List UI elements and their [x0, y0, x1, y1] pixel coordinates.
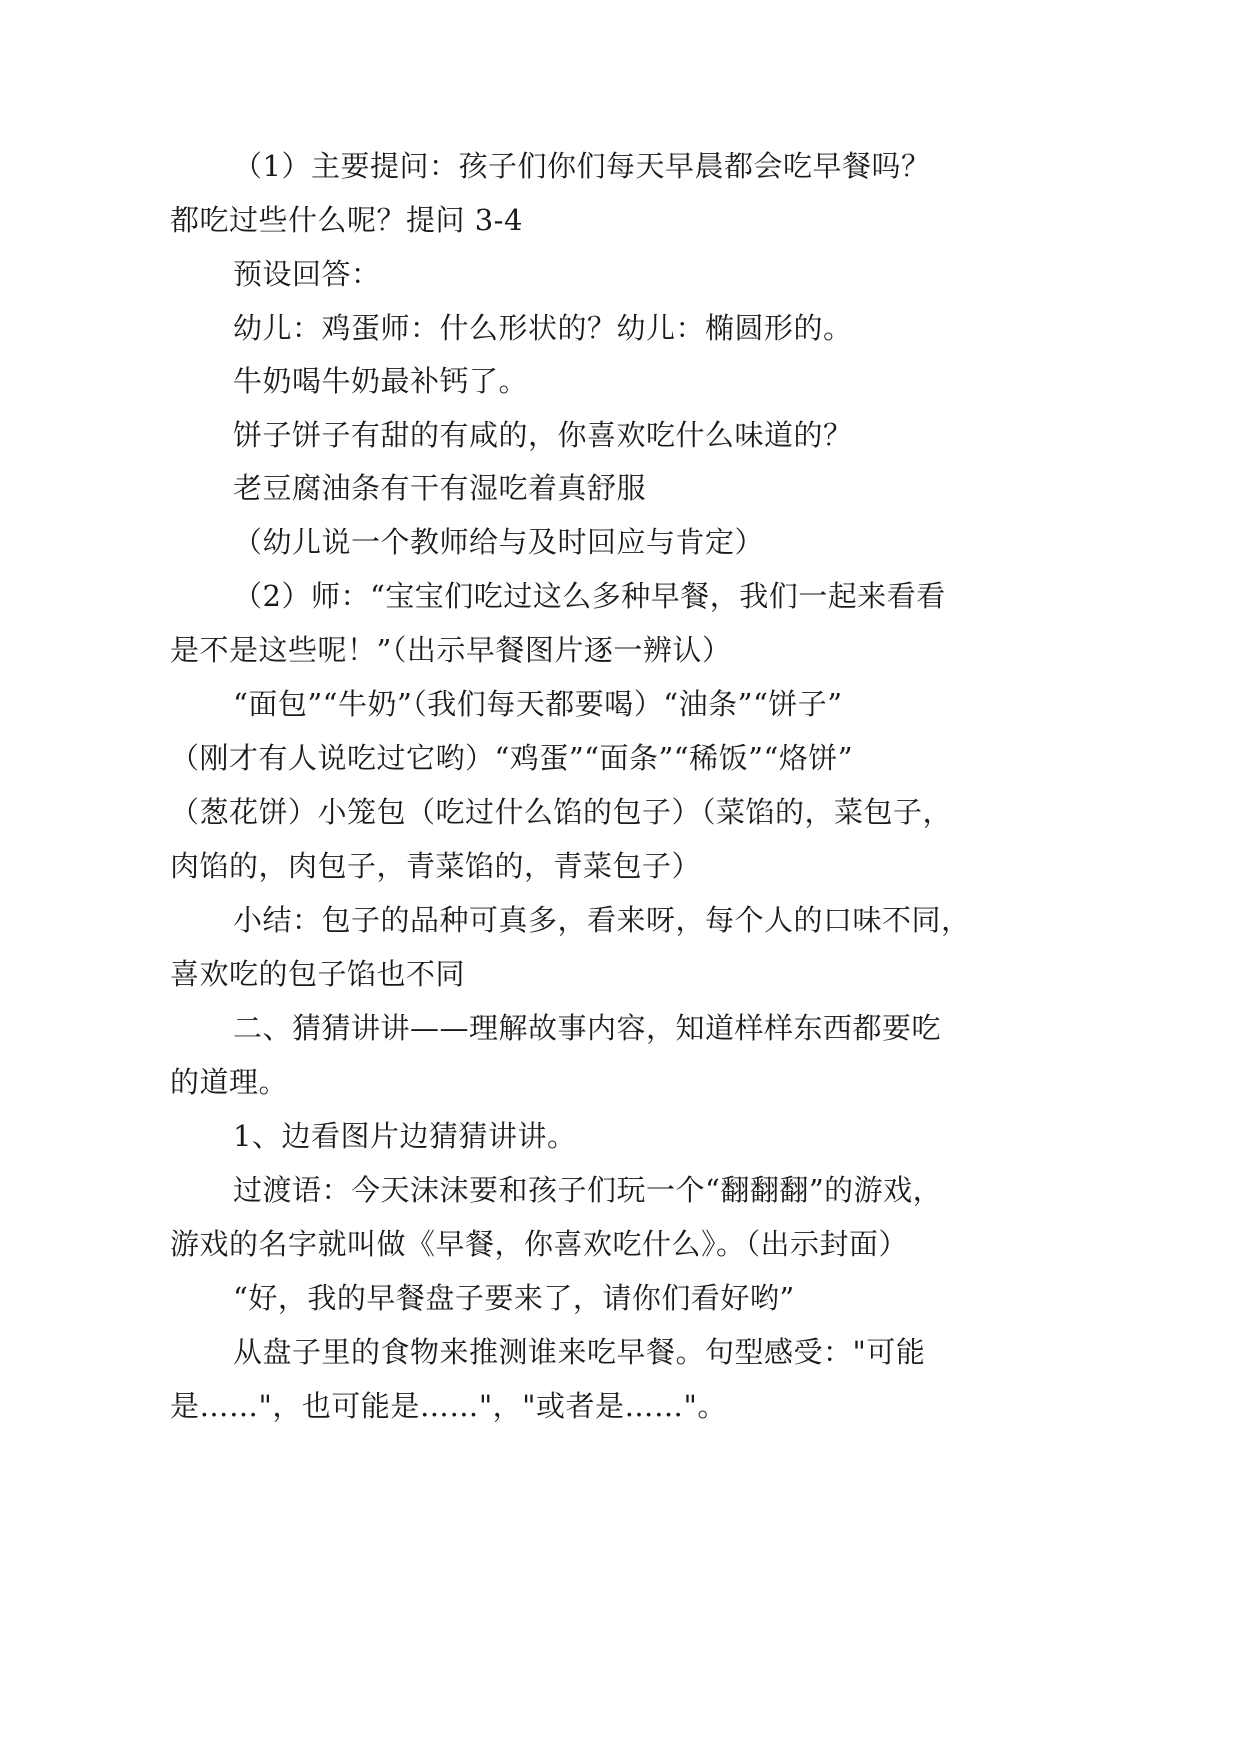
text-line: 是……"，也可能是……"，"或者是……"。	[170, 1389, 727, 1423]
text-line: 的道理。	[170, 1065, 289, 1099]
text-line: 过渡语：今天沫沫要和孩子们玩一个“翻翻翻”的游戏，	[233, 1173, 943, 1207]
text-line: “好，我的早餐盘子要来了，请你们看好哟”	[233, 1281, 795, 1315]
text-line: 小结：包子的品种可真多，看来呀，每个人的口味不同，	[233, 903, 971, 937]
text-line: 二、猜猜讲讲——理解故事内容，知道样样东西都要吃	[233, 1011, 942, 1045]
text-line: 喜欢吃的包子馅也不同	[170, 957, 466, 991]
text-line: 饼子饼子有甜的有咸的，你喜欢吃什么味道的？	[233, 418, 853, 452]
text-line: （幼儿说一个教师给与及时回应与肯定）	[233, 525, 765, 559]
text-line: （2）师：“宝宝们吃过这么多种早餐，我们一起来看看	[233, 579, 946, 613]
text-line: 牛奶喝牛奶最补钙了。	[233, 364, 529, 398]
text-line: （葱花饼）小笼包（吃过什么馅的包子）（菜馅的，菜包子，	[170, 795, 953, 829]
text-line: （1）主要提问：孩子们你们每天早晨都会吃早餐吗？	[233, 149, 931, 183]
text-line: 预设回答：	[233, 257, 381, 291]
text-line: “面包”“牛奶”（我们每天都要喝）“油条”“饼子”	[233, 687, 843, 721]
text-line: （刚才有人说吃过它哟）“鸡蛋”“面条”“稀饭”“烙饼”	[170, 741, 854, 775]
text-line: 肉馅的，肉包子，青菜馅的，青菜包子）	[170, 849, 702, 883]
text-line: 1、边看图片边猜猜讲讲。	[233, 1119, 577, 1153]
text-line: 老豆腐油条有干有湿吃着真舒服	[233, 471, 647, 505]
text-line: 是不是这些呢！”（出示早餐图片逐一辨认）	[170, 633, 732, 667]
text-line: 游戏的名字就叫做《早餐，你喜欢吃什么》。（出示封面）	[170, 1227, 909, 1261]
text-line: 从盘子里的食物来推测谁来吃早餐。句型感受："可能	[233, 1335, 926, 1369]
text-line: 都吃过些什么呢？提问 3-4	[170, 203, 523, 237]
text-line: 幼儿：鸡蛋师：什么形状的？幼儿：椭圆形的。	[233, 311, 853, 345]
